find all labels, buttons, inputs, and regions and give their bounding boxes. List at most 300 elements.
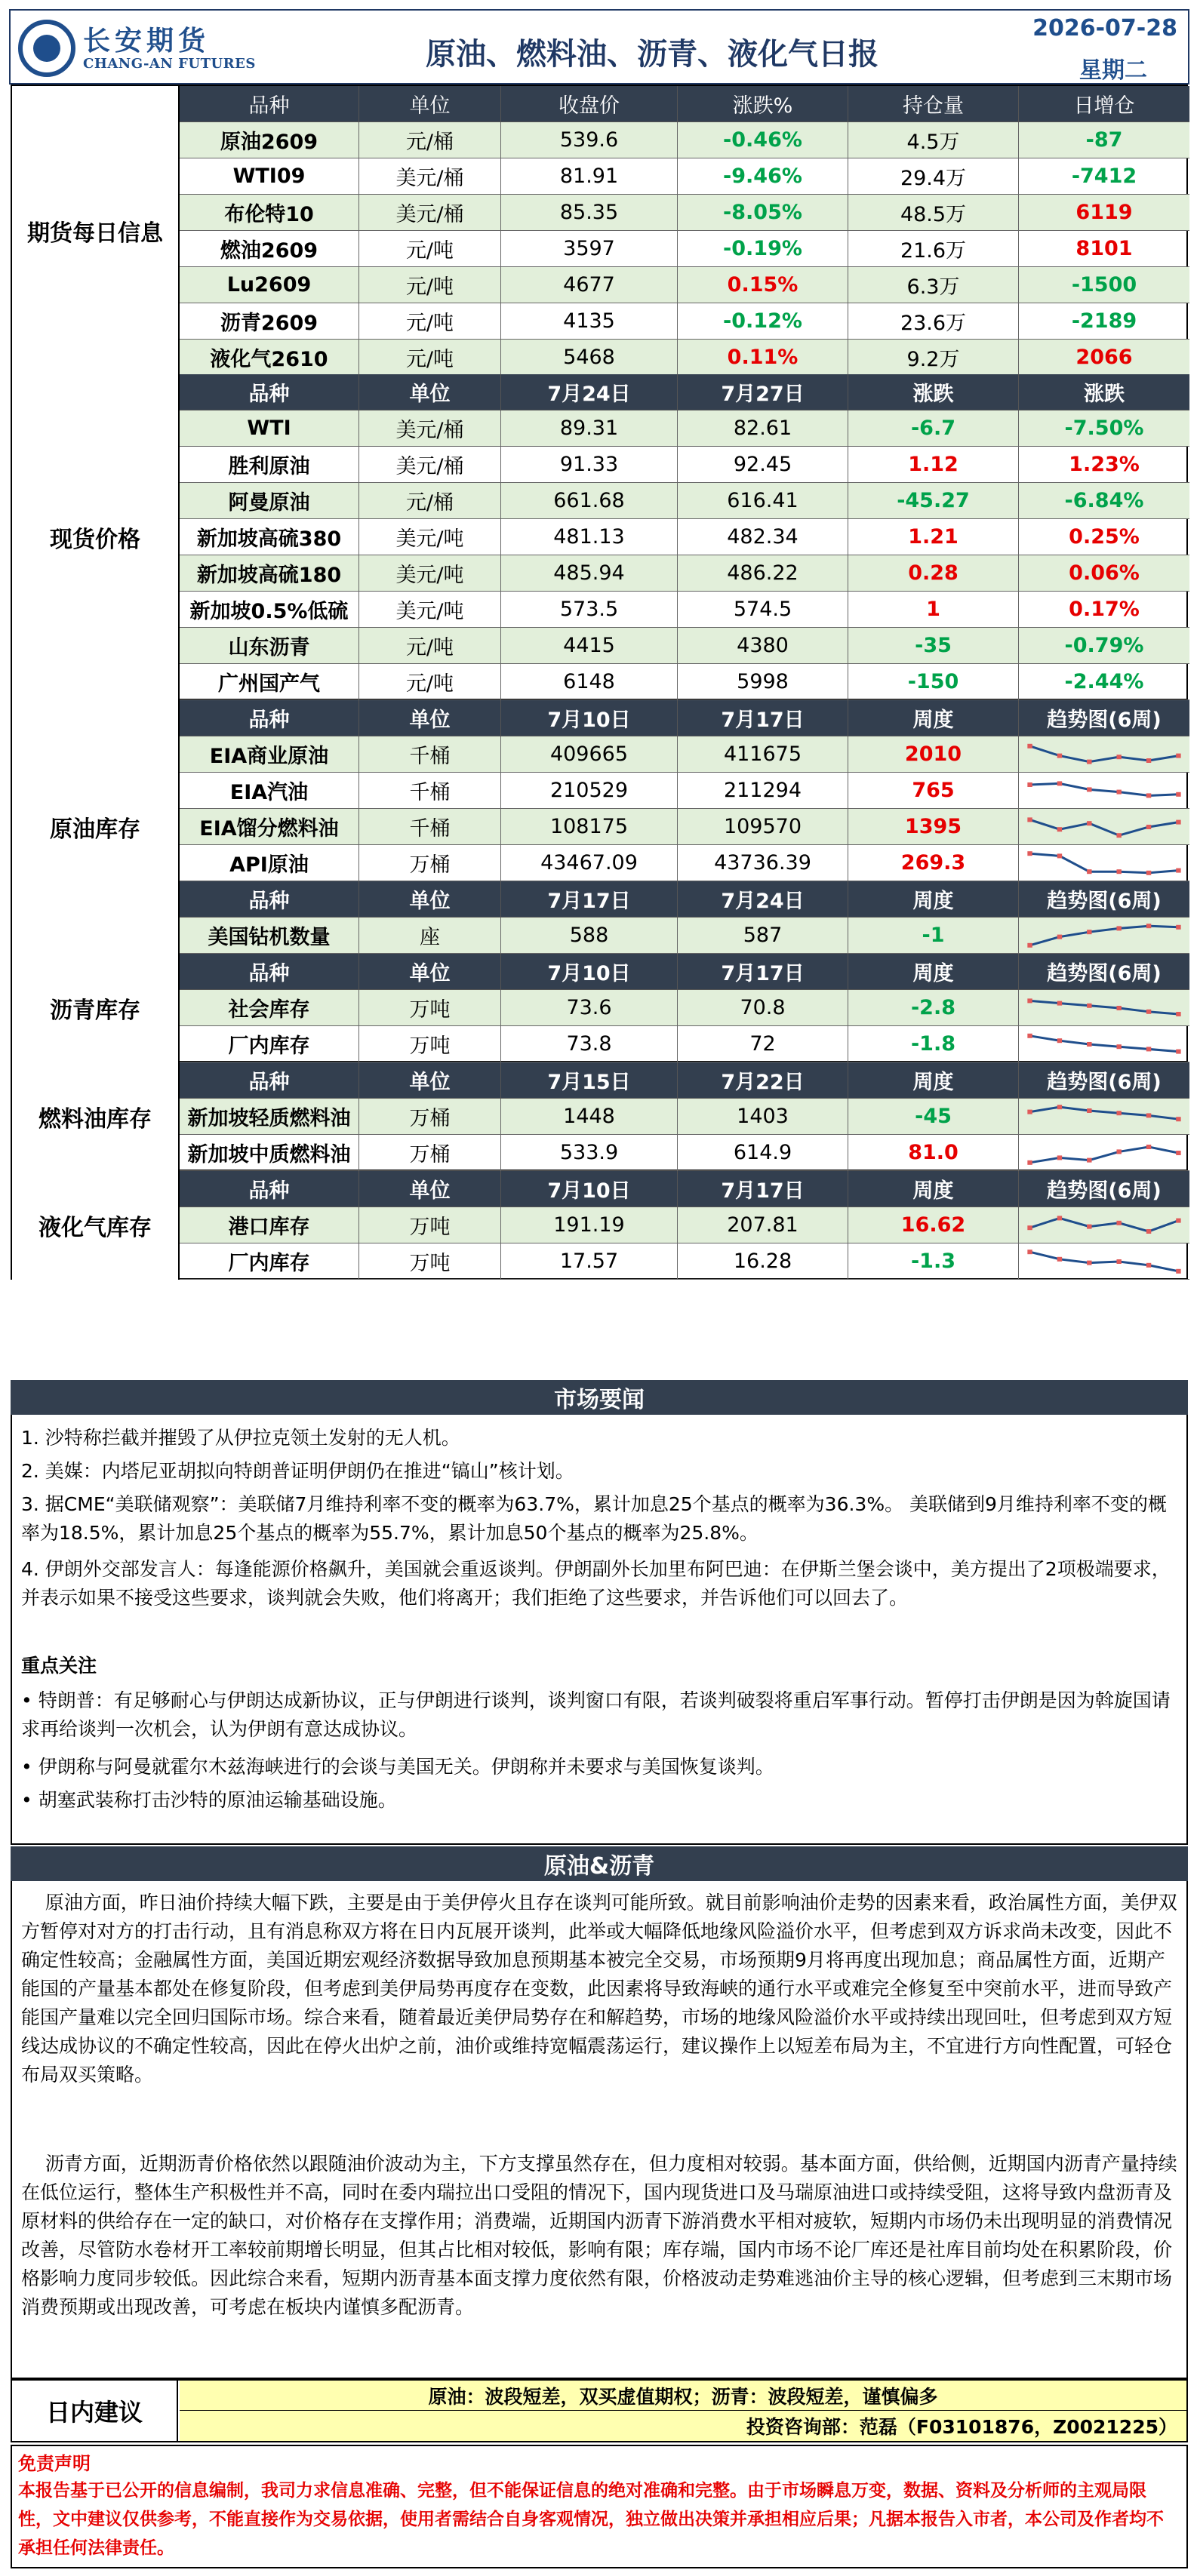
news-item: 1. 沙特称拦截并摧毁了从伊拉克领土发射的无人机。 bbox=[21, 1427, 460, 1449]
table-cell: 元/吨 bbox=[359, 231, 501, 267]
spark-marker bbox=[1087, 787, 1091, 792]
spark-marker bbox=[1057, 1105, 1062, 1109]
table-row bbox=[180, 1026, 1189, 1062]
table-cell: -7412 bbox=[1019, 158, 1189, 195]
column-header: 周度 bbox=[848, 700, 1019, 736]
spark-marker bbox=[1116, 1259, 1121, 1264]
table-cell: 269.3 bbox=[848, 845, 1019, 881]
table-cell: 81.91 bbox=[501, 158, 678, 195]
table-cell: 108175 bbox=[501, 809, 678, 845]
table-row bbox=[180, 845, 1189, 881]
table-cell: 0.06% bbox=[1019, 555, 1189, 592]
news-box bbox=[11, 1415, 1188, 1845]
product-name: Lu2609 bbox=[180, 267, 359, 303]
table-cell: -0.12% bbox=[678, 303, 848, 340]
product-name: EIA商业原油 bbox=[180, 736, 359, 773]
column-header: 涨跌 bbox=[1019, 374, 1189, 410]
table-cell: 191.19 bbox=[501, 1207, 678, 1243]
trend-sparkline bbox=[1023, 1029, 1185, 1059]
column-header: 品种 bbox=[180, 700, 359, 736]
spark-marker bbox=[1087, 1224, 1091, 1228]
column-header: 趋势图(6周) bbox=[1019, 1062, 1189, 1099]
table-header-row bbox=[180, 86, 1189, 122]
product-name: 山东沥青 bbox=[180, 628, 359, 664]
table-cell: 美元/桶 bbox=[359, 195, 501, 231]
column-header: 7月27日 bbox=[678, 374, 848, 410]
table-cell: 6148 bbox=[501, 664, 678, 700]
spark-marker bbox=[1087, 1260, 1091, 1265]
spark-marker bbox=[1146, 870, 1151, 875]
table-cell: -45.27 bbox=[848, 483, 1019, 519]
table-cell: 533.9 bbox=[501, 1135, 678, 1171]
table-cell: 美元/桶 bbox=[359, 447, 501, 483]
table-cell: -1.3 bbox=[848, 1243, 1019, 1280]
spark-marker bbox=[1027, 998, 1032, 1003]
column-header: 单位 bbox=[359, 700, 501, 736]
company-logo bbox=[18, 17, 256, 80]
table-row bbox=[180, 664, 1189, 700]
table-cell: 万桶 bbox=[359, 845, 501, 881]
crude-inv-section bbox=[11, 700, 1188, 954]
spark-marker bbox=[1027, 942, 1032, 947]
advice-strategy: 原油：波段短差，双买虚值期权；沥青：波段短差，谨慎偏多 bbox=[180, 2381, 1186, 2411]
table-cell: 73.8 bbox=[501, 1026, 678, 1062]
table-cell: 4.5万 bbox=[848, 122, 1019, 158]
table-cell: -7.50% bbox=[1019, 410, 1189, 447]
column-header: 单位 bbox=[359, 374, 501, 410]
spark-marker bbox=[1116, 869, 1121, 874]
column-header: 趋势图(6周) bbox=[1019, 954, 1189, 990]
spark-marker bbox=[1057, 934, 1062, 939]
table-cell: 元/吨 bbox=[359, 628, 501, 664]
column-header: 7月17日 bbox=[678, 700, 848, 736]
table-cell: 美元/吨 bbox=[359, 519, 501, 555]
table-cell: 21.6万 bbox=[848, 231, 1019, 267]
table-cell: 1.23% bbox=[1019, 447, 1189, 483]
table-cell: 16.62 bbox=[848, 1207, 1019, 1243]
table-cell: -150 bbox=[848, 664, 1019, 700]
spark-marker bbox=[1116, 789, 1121, 794]
table-cell: 82.61 bbox=[678, 410, 848, 447]
table-cell: 美元/桶 bbox=[359, 410, 501, 447]
spark-marker bbox=[1146, 758, 1151, 763]
column-header: 品种 bbox=[180, 954, 359, 990]
company-name-cn: 长安期货 bbox=[83, 26, 211, 57]
table-cell: 486.22 bbox=[678, 555, 848, 592]
spark-marker bbox=[1176, 1012, 1180, 1016]
table-row bbox=[180, 736, 1189, 773]
daily-advice bbox=[11, 2379, 1188, 2442]
product-name: 新加坡高硫380 bbox=[180, 519, 359, 555]
table-cell: 85.35 bbox=[501, 195, 678, 231]
product-name: 广州国产气 bbox=[180, 664, 359, 700]
table-cell: 1395 bbox=[848, 809, 1019, 845]
table-row bbox=[180, 410, 1189, 447]
table-cell: 574.5 bbox=[678, 592, 848, 628]
spark-marker bbox=[1087, 1003, 1091, 1007]
spark-marker bbox=[1146, 793, 1151, 798]
section-label: 燃料油库存 bbox=[12, 1062, 180, 1171]
report-header bbox=[9, 9, 1189, 85]
table-cell: 元/桶 bbox=[359, 122, 501, 158]
column-header: 日增仓 bbox=[1019, 86, 1189, 122]
focus-item: • 胡塞武装称打击沙特的原油运输基础设施。 bbox=[21, 1789, 397, 1811]
table-cell: 92.45 bbox=[678, 447, 848, 483]
spark-marker bbox=[1146, 1113, 1151, 1117]
table-cell: 17.57 bbox=[501, 1243, 678, 1280]
table-cell: 211294 bbox=[678, 773, 848, 809]
table-cell: 72 bbox=[678, 1026, 848, 1062]
spark-marker bbox=[1057, 1155, 1062, 1160]
column-header: 收盘价 bbox=[501, 86, 678, 122]
table-cell: 0.11% bbox=[678, 340, 848, 376]
table-cell: 4677 bbox=[501, 267, 678, 303]
spark-marker bbox=[1027, 782, 1032, 787]
table-row bbox=[180, 483, 1189, 519]
table-row bbox=[180, 158, 1189, 195]
table-cell: 109570 bbox=[678, 809, 848, 845]
table-row bbox=[180, 592, 1189, 628]
table-cell: 5998 bbox=[678, 664, 848, 700]
spark-marker bbox=[1176, 1151, 1180, 1155]
column-header: 7月17日 bbox=[678, 1171, 848, 1207]
table-cell: 481.13 bbox=[501, 519, 678, 555]
table-cell: 座 bbox=[359, 918, 501, 954]
table-cell: 616.41 bbox=[678, 483, 848, 519]
table-cell: 16.28 bbox=[678, 1243, 848, 1280]
column-header: 7月22日 bbox=[678, 1062, 848, 1099]
product-name: API原油 bbox=[180, 845, 359, 881]
column-header: 趋势图(6周) bbox=[1019, 881, 1189, 918]
table-cell: 万吨 bbox=[359, 1207, 501, 1243]
spark-marker bbox=[1146, 1145, 1151, 1149]
column-header: 持仓量 bbox=[848, 86, 1019, 122]
trend-sparkline bbox=[1023, 1210, 1185, 1240]
spark-marker bbox=[1087, 759, 1091, 764]
table-cell: 万桶 bbox=[359, 1135, 501, 1171]
table-cell: 91.33 bbox=[501, 447, 678, 483]
spark-marker bbox=[1116, 1006, 1121, 1010]
table-cell: 70.8 bbox=[678, 990, 848, 1026]
table-row bbox=[180, 303, 1189, 340]
spark-marker bbox=[1116, 1149, 1121, 1154]
trend-sparkline bbox=[1023, 1247, 1185, 1277]
report-date: 2026-07-28 bbox=[1032, 15, 1177, 41]
column-header: 7月15日 bbox=[501, 1062, 678, 1099]
advice-label: 日内建议 bbox=[12, 2381, 178, 2441]
spark-marker bbox=[1027, 743, 1032, 748]
table-cell: -1500 bbox=[1019, 267, 1189, 303]
table-cell: 614.9 bbox=[678, 1135, 848, 1171]
table-cell: 0.17% bbox=[1019, 592, 1189, 628]
table-cell: 5468 bbox=[501, 340, 678, 376]
news-item: 2. 美媒：内塔尼亚胡拟向特朗普证明伊朗仍在推进“镐山”核计划。 bbox=[21, 1460, 574, 1482]
trend-sparkline bbox=[1023, 848, 1185, 878]
table-cell: 23.6万 bbox=[848, 303, 1019, 340]
table-cell: 0.15% bbox=[678, 267, 848, 303]
column-header: 7月17日 bbox=[501, 881, 678, 918]
disclaimer-title: 免责声明 bbox=[18, 2453, 91, 2474]
section-label: 现货价格 bbox=[12, 374, 180, 700]
news-item: 3. 据CME“美联储观察”：美联储7月维持利率不变的概率为63.7%，累计加息25个基点的概率为36.3%。 美联储到9月维持利率不变的概率为18.5%，累计加息25个基点的概率为55.7%，累计加息50个基点的概率为25.8%。 bbox=[21, 1493, 1167, 1544]
section-label: 期货每日信息 bbox=[12, 86, 180, 376]
table-cell: 2066 bbox=[1019, 340, 1189, 376]
table-cell: 661.68 bbox=[501, 483, 678, 519]
spark-marker bbox=[1087, 1042, 1091, 1047]
column-header: 趋势图(6周) bbox=[1019, 1171, 1189, 1207]
table-cell: 2010 bbox=[848, 736, 1019, 773]
table-cell: 万吨 bbox=[359, 1026, 501, 1062]
trend-cell bbox=[1019, 845, 1189, 881]
column-header: 单位 bbox=[359, 1062, 501, 1099]
spark-marker bbox=[1176, 792, 1180, 796]
spark-marker bbox=[1027, 817, 1032, 822]
product-name: EIA馏分燃料油 bbox=[180, 809, 359, 845]
table-cell: 411675 bbox=[678, 736, 848, 773]
column-header: 单位 bbox=[359, 881, 501, 918]
table-cell: 48.5万 bbox=[848, 195, 1019, 231]
spark-marker bbox=[1027, 1225, 1032, 1230]
product-name: 厂内库存 bbox=[180, 1026, 359, 1062]
table-header-row bbox=[180, 881, 1189, 918]
spark-marker bbox=[1146, 1047, 1151, 1051]
table-cell: 573.5 bbox=[501, 592, 678, 628]
column-header: 品种 bbox=[180, 881, 359, 918]
table-header-row bbox=[180, 700, 1189, 736]
spark-marker bbox=[1116, 1220, 1121, 1225]
spark-marker bbox=[1176, 1117, 1180, 1121]
spark-marker bbox=[1176, 1268, 1180, 1273]
table-cell: 43467.09 bbox=[501, 845, 678, 881]
product-name: 原油2609 bbox=[180, 122, 359, 158]
table-cell: 1.21 bbox=[848, 519, 1019, 555]
table-row bbox=[180, 1207, 1189, 1243]
table-cell: 482.34 bbox=[678, 519, 848, 555]
analysis-box bbox=[11, 1881, 1188, 2379]
spot-section bbox=[11, 374, 1188, 700]
table-cell: 4415 bbox=[501, 628, 678, 664]
column-header: 品种 bbox=[180, 86, 359, 122]
table-row bbox=[180, 447, 1189, 483]
product-name: 液化气2610 bbox=[180, 340, 359, 376]
table-cell: 9.2万 bbox=[848, 340, 1019, 376]
table-cell: 0.28 bbox=[848, 555, 1019, 592]
company-name-en: CHANG-AN FUTURES bbox=[83, 56, 256, 72]
spark-marker bbox=[1176, 924, 1180, 929]
table-cell: 485.94 bbox=[501, 555, 678, 592]
table-cell: 29.4万 bbox=[848, 158, 1019, 195]
table-cell: -1.8 bbox=[848, 1026, 1019, 1062]
spark-marker bbox=[1146, 1229, 1151, 1234]
table-cell: 3597 bbox=[501, 231, 678, 267]
table-cell: 1.12 bbox=[848, 447, 1019, 483]
product-name: 布伦特10 bbox=[180, 195, 359, 231]
table-cell: -6.84% bbox=[1019, 483, 1189, 519]
spark-marker bbox=[1057, 781, 1062, 785]
table-cell: 6.3万 bbox=[848, 267, 1019, 303]
column-header: 单位 bbox=[359, 1171, 501, 1207]
column-header: 涨跌% bbox=[678, 86, 848, 122]
spark-marker bbox=[1176, 868, 1180, 872]
table-cell: 美元/桶 bbox=[359, 158, 501, 195]
spark-marker bbox=[1087, 1108, 1091, 1113]
column-header: 7月10日 bbox=[501, 954, 678, 990]
table-cell: 万桶 bbox=[359, 1099, 501, 1135]
table-row bbox=[180, 231, 1189, 267]
spark-marker bbox=[1027, 1033, 1032, 1037]
trend-cell bbox=[1019, 918, 1189, 954]
column-header: 周度 bbox=[848, 954, 1019, 990]
spark-marker bbox=[1057, 853, 1062, 858]
spark-marker bbox=[1087, 821, 1091, 825]
table-cell: 1403 bbox=[678, 1099, 848, 1135]
table-cell: 4380 bbox=[678, 628, 848, 664]
section-label: 原油库存 bbox=[12, 700, 180, 954]
table-cell: 元/桶 bbox=[359, 483, 501, 519]
spark-marker bbox=[1027, 851, 1032, 856]
product-name: 新加坡0.5%低硫 bbox=[180, 592, 359, 628]
table-cell: 81.0 bbox=[848, 1135, 1019, 1171]
lpg-inv-section bbox=[11, 1171, 1188, 1280]
table-row bbox=[180, 1135, 1189, 1171]
futures-section bbox=[11, 85, 1188, 376]
column-header: 周度 bbox=[848, 881, 1019, 918]
table-row bbox=[180, 809, 1189, 845]
product-name: 阿曼原油 bbox=[180, 483, 359, 519]
table-cell: 765 bbox=[848, 773, 1019, 809]
spark-marker bbox=[1116, 1111, 1121, 1115]
trend-sparkline bbox=[1023, 812, 1185, 842]
spark-marker bbox=[1057, 827, 1062, 832]
analysis-crude-paragraph: 原油方面，昨日油价持续大幅下跌，主要是由于美伊停火且存在谈判可能所致。就目前影响油价走势的因素来看，政治属性方面，美伊双方暂停对对方的打击行动，且有消息称双方将在日内瓦展开谈判，此举或大幅降低地缘风险溢价水平，但考虑到双方诉求尚未改变，因此不确定性较高；金融属性方面，美国近期宏观经济数据导致加息预期基本被完全交易，市场预期9月将再度出现加息；商品属性方面，近期产能国的产量基本都处在修复阶段，但考虑到美伊局势再度存在变数，此因素将导致海峡的通行水平或难完全修复至中突前水平，进而导致产能国产量难以完全回归国际市场。综合来看，随着最近美伊局势存在和解趋势，市场的地缘风险溢价水平或持续出现回吐，但考虑到双方短线达成协议的不确定性较高，因此在停火出炉之前，油价或维持宽幅震荡运行，建议操作上以短差布局为主，不宜进行方向性配置，可轻仓布局双买策略。 bbox=[21, 1892, 1177, 2086]
table-cell: 千桶 bbox=[359, 773, 501, 809]
spark-marker bbox=[1146, 1262, 1151, 1267]
spark-marker bbox=[1087, 930, 1091, 934]
table-cell: 89.31 bbox=[501, 410, 678, 447]
table-row bbox=[180, 555, 1189, 592]
product-name: 新加坡高硫180 bbox=[180, 555, 359, 592]
spark-marker bbox=[1116, 833, 1121, 838]
focus-item: • 特朗普：有足够耐心与伊朗达成新协议，正与伊朗进行谈判，谈判窗口有限，若谈判破裂将重启军事行动。暂停打击伊朗是因为斡旋国请求再给谈判一次机会，认为伊朗有意达成协议。 bbox=[21, 1689, 1171, 1740]
table-cell: 207.81 bbox=[678, 1207, 848, 1243]
trend-cell bbox=[1019, 1207, 1189, 1243]
asphalt-inv-section bbox=[11, 954, 1188, 1062]
spark-marker bbox=[1027, 1109, 1032, 1114]
trend-sparkline bbox=[1023, 1138, 1185, 1168]
report-title: 原油、燃料油、沥青、液化气日报 bbox=[426, 37, 879, 72]
table-row bbox=[180, 195, 1189, 231]
table-cell: 409665 bbox=[501, 736, 678, 773]
table-cell: -2.8 bbox=[848, 990, 1019, 1026]
product-name: 港口库存 bbox=[180, 1207, 359, 1243]
table-cell: -87 bbox=[1019, 122, 1189, 158]
trend-cell bbox=[1019, 990, 1189, 1026]
table-header-row bbox=[180, 1171, 1189, 1207]
spark-marker bbox=[1146, 924, 1151, 928]
table-cell: 万吨 bbox=[359, 990, 501, 1026]
spark-marker bbox=[1057, 753, 1062, 758]
report-weekday: 星期二 bbox=[1079, 57, 1147, 84]
product-name: 新加坡中质燃料油 bbox=[180, 1135, 359, 1171]
spark-marker bbox=[1116, 755, 1121, 759]
column-header: 单位 bbox=[359, 86, 501, 122]
table-cell: 千桶 bbox=[359, 736, 501, 773]
table-cell: -8.05% bbox=[678, 195, 848, 231]
table-cell: 元/吨 bbox=[359, 664, 501, 700]
table-cell: -1 bbox=[848, 918, 1019, 954]
table-cell: 1 bbox=[848, 592, 1019, 628]
table-cell: 美元/吨 bbox=[359, 592, 501, 628]
table-cell: 73.6 bbox=[501, 990, 678, 1026]
table-row bbox=[180, 773, 1189, 809]
product-name: 社会库存 bbox=[180, 990, 359, 1026]
table-row bbox=[180, 340, 1189, 376]
analysis-asphalt-paragraph: 沥青方面，近期沥青价格依然以跟随油价波动为主，下方支撑虽然存在，但力度相对较弱。基本面方面，供给侧，近期国内沥青产量持续在低位运行，整体生产积极性并不高，同时在委内瑞拉出口受阻的情况下，国内现货进口及马瑞原油进口或持续受阻，这将导致内盘沥青及原材料的供给存在一定的缺口，对价格存在支撑作用；消费端，近期国内沥青下游消费水平相对疲软，短期内市场仍未出现明显的消费情况改善，尽管防水卷材开工率较前期增长明显，但其占比相对较低，影响有限；库存端，国内市场不论厂库还是社库目前均处在积累阶段，价格影响力度同步较低。因此综合来看，短期内沥青基本面支撑力度依然有限，价格波动走势难逃油价主导的核心逻辑，但考虑到三末期市场消费预期或出现改善，可考虑在板块内谨慎多配沥青。 bbox=[21, 2153, 1177, 2318]
table-cell: 美元/吨 bbox=[359, 555, 501, 592]
trend-sparkline bbox=[1023, 739, 1185, 770]
spark-marker bbox=[1176, 1049, 1180, 1053]
table-cell: -35 bbox=[848, 628, 1019, 664]
section-label: 沥青库存 bbox=[12, 954, 180, 1062]
column-header: 品种 bbox=[180, 374, 359, 410]
spark-marker bbox=[1146, 1009, 1151, 1013]
spark-marker bbox=[1176, 1218, 1180, 1222]
table-header-row bbox=[180, 374, 1189, 410]
spark-marker bbox=[1057, 1256, 1062, 1261]
spark-marker bbox=[1057, 1038, 1062, 1043]
spark-marker bbox=[1057, 1001, 1062, 1005]
disclaimer-body: 本报告基于已公开的信息编制，我司力求信息准确、完整，但不能保证信息的绝对准确和完整。由于市场瞬息万变，数据、资料及分析师的主观局限性，文中建议仅供参考，不能直接作为交易依据，使用者需结合自身客观情况，独立做出决策并承担相应后果；凡据本报告入市者，本公司及作者均不承担任何法律责任。 bbox=[18, 2481, 1164, 2558]
trend-sparkline bbox=[1023, 993, 1185, 1023]
table-cell: 4135 bbox=[501, 303, 678, 340]
spark-marker bbox=[1176, 819, 1180, 824]
spark-marker bbox=[1087, 869, 1091, 874]
trend-cell bbox=[1019, 1099, 1189, 1135]
table-cell: 千桶 bbox=[359, 809, 501, 845]
trend-cell bbox=[1019, 1135, 1189, 1171]
column-header: 品种 bbox=[180, 1062, 359, 1099]
table-cell: 6119 bbox=[1019, 195, 1189, 231]
table-header-row bbox=[180, 1062, 1189, 1099]
advice-author: 投资咨询部：范磊（F03101876，Z0021225） bbox=[180, 2411, 1186, 2441]
column-header: 7月24日 bbox=[501, 374, 678, 410]
table-cell: -0.46% bbox=[678, 122, 848, 158]
product-name: 新加坡轻质燃料油 bbox=[180, 1099, 359, 1135]
table-cell: -2189 bbox=[1019, 303, 1189, 340]
product-name: 厂内库存 bbox=[180, 1243, 359, 1280]
table-cell: -2.44% bbox=[1019, 664, 1189, 700]
column-header: 周度 bbox=[848, 1171, 1019, 1207]
trend-sparkline bbox=[1023, 921, 1185, 951]
column-header: 涨跌 bbox=[848, 374, 1019, 410]
table-cell: 43736.39 bbox=[678, 845, 848, 881]
table-cell: 8101 bbox=[1019, 231, 1189, 267]
table-cell: 1448 bbox=[501, 1099, 678, 1135]
focus-item: • 伊朗称与阿曼就霍尔木兹海峡进行的会谈与美国无关。伊朗称并未要求与美国恢复谈判。 bbox=[21, 1756, 774, 1778]
section-label: 液化气库存 bbox=[12, 1171, 180, 1280]
table-header-row bbox=[180, 954, 1189, 990]
column-header: 周度 bbox=[848, 1062, 1019, 1099]
table-cell: 539.6 bbox=[501, 122, 678, 158]
trend-cell bbox=[1019, 1243, 1189, 1280]
focus-title: 重点关注 bbox=[21, 1655, 97, 1677]
product-name: 沥青2609 bbox=[180, 303, 359, 340]
disclaimer bbox=[11, 2445, 1188, 2568]
spark-marker bbox=[1087, 1157, 1091, 1162]
table-row bbox=[180, 122, 1189, 158]
trend-sparkline bbox=[1023, 776, 1185, 806]
spark-marker bbox=[1116, 926, 1121, 930]
